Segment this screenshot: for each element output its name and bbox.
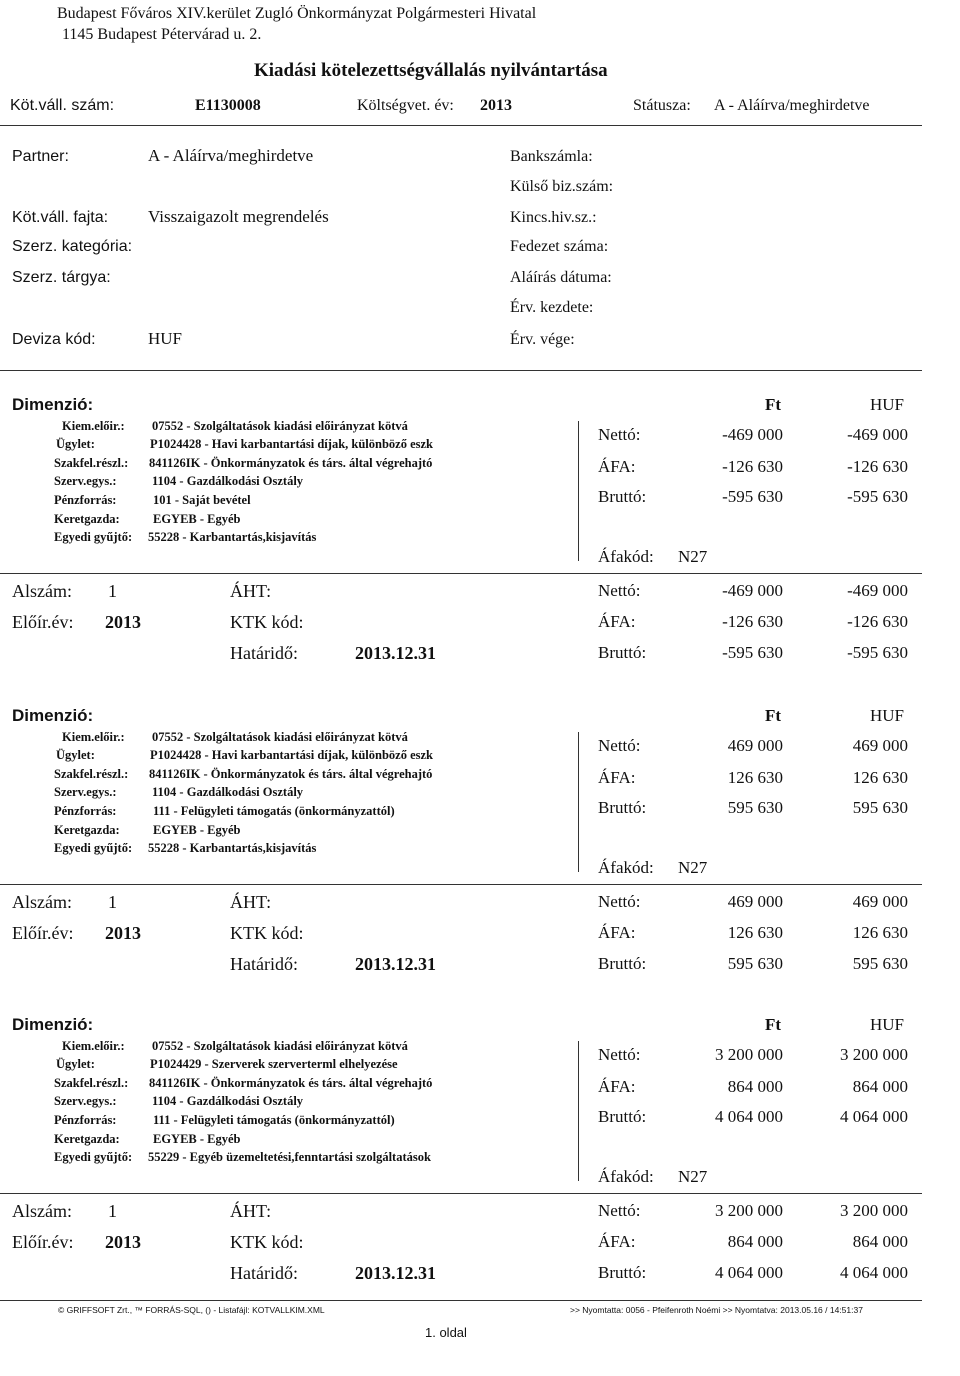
sum-afa-ft: 126 630 bbox=[727, 923, 783, 942]
eloir-label: Előír.év: bbox=[12, 923, 74, 943]
koltsegvet-label: Költségvet. év: bbox=[357, 97, 454, 114]
sum-netto-ft: 469 000 bbox=[727, 892, 783, 911]
sum-brutto-huf: 4 064 000 bbox=[840, 1263, 908, 1282]
keretgazda-value: EGYEB - Egyéb bbox=[153, 512, 241, 526]
afa-huf: 126 630 bbox=[852, 768, 908, 787]
sum-afa-label: ÁFA: bbox=[598, 1232, 636, 1251]
brutto-label: Bruttó: bbox=[598, 1107, 647, 1126]
ktk-label: KTK kód: bbox=[230, 1232, 304, 1252]
netto-ft: 469 000 bbox=[727, 736, 783, 755]
eloir-label: Előír.év: bbox=[12, 612, 74, 632]
penzforras-label: Pénzforrás: bbox=[54, 493, 117, 507]
brutto-ft: -595 630 bbox=[722, 487, 783, 506]
szakfel-value: 841126IK - Önkormányzatok és társ. által végrehajtó bbox=[149, 767, 433, 781]
eloir-value: 2013 bbox=[105, 923, 141, 943]
eloir-label: Előír.év: bbox=[12, 1232, 74, 1252]
hatarido-value: 2013.12.31 bbox=[355, 1263, 436, 1283]
eloir-value: 2013 bbox=[105, 612, 141, 632]
ugylet-value: P1024428 - Havi karbantartási díjak, különböző eszk bbox=[150, 748, 434, 762]
amount-divider bbox=[578, 1041, 579, 1181]
hatarido-value: 2013.12.31 bbox=[355, 954, 436, 974]
afa-ft: -126 630 bbox=[722, 457, 783, 476]
sum-netto-ft: -469 000 bbox=[722, 581, 783, 600]
kiem-value: 07552 - Szolgáltatások kiadási előirányzat kötvá bbox=[152, 1039, 408, 1053]
afa-ft: 126 630 bbox=[727, 768, 783, 787]
ugylet-label: Ügylet: bbox=[56, 748, 95, 762]
szerv-label: Szerv.egys.: bbox=[54, 474, 117, 488]
sum-netto-huf: 3 200 000 bbox=[840, 1201, 908, 1220]
ugylet-label: Ügylet: bbox=[56, 437, 95, 451]
erv-kezdete-label: Érv. kezdete: bbox=[510, 299, 594, 316]
sum-afa-huf: 864 000 bbox=[852, 1232, 908, 1251]
targya-label: Szerz. tárgya: bbox=[12, 269, 111, 286]
szerv-value: 1104 - Gazdálkodási Osztály bbox=[152, 785, 304, 799]
egyedi-value: 55228 - Karbantartás,kisjavítás bbox=[148, 530, 317, 544]
szakfel-value: 841126IK - Önkormányzatok és társ. által végrehajtó bbox=[149, 1076, 433, 1090]
fajta-value: Visszaigazolt megrendelés bbox=[148, 207, 329, 226]
afa-huf: -126 630 bbox=[847, 457, 908, 476]
sum-netto-label: Nettó: bbox=[598, 581, 641, 600]
brutto-ft: 595 630 bbox=[727, 798, 783, 817]
aht-label: ÁHT: bbox=[230, 581, 272, 601]
afa-label: ÁFA: bbox=[598, 1077, 636, 1096]
netto-label: Nettó: bbox=[598, 736, 641, 755]
afa-huf: 864 000 bbox=[852, 1077, 908, 1096]
brutto-huf: 4 064 000 bbox=[840, 1107, 908, 1126]
afa-label: ÁFA: bbox=[598, 768, 636, 787]
afakod-value: N27 bbox=[678, 547, 708, 566]
sum-afa-label: ÁFA: bbox=[598, 612, 636, 631]
header-divider bbox=[0, 125, 922, 126]
keretgazda-label: Keretgazda: bbox=[54, 823, 120, 837]
dimension-block bbox=[0, 395, 960, 675]
sum-brutto-ft: 595 630 bbox=[727, 954, 783, 973]
amount-divider bbox=[578, 421, 579, 561]
sum-brutto-ft: 4 064 000 bbox=[715, 1263, 783, 1282]
sum-netto-huf: -469 000 bbox=[847, 581, 908, 600]
keretgazda-label: Keretgazda: bbox=[54, 512, 120, 526]
block-divider bbox=[0, 1193, 922, 1194]
kiem-label: Kiem.előir.: bbox=[62, 1039, 125, 1053]
egyedi-value: 55228 - Karbantartás,kisjavítás bbox=[148, 841, 317, 855]
szerv-label: Szerv.egys.: bbox=[54, 1094, 117, 1108]
huf-header: HUF bbox=[870, 1015, 905, 1034]
aht-label: ÁHT: bbox=[230, 1201, 272, 1221]
kiem-value: 07552 - Szolgáltatások kiadási előirányzat kötvá bbox=[152, 419, 408, 433]
penzforras-value: 111 - Felügyleti támogatás (önkormányzattól) bbox=[153, 1113, 395, 1127]
sum-brutto-huf: 595 630 bbox=[852, 954, 908, 973]
sum-afa-huf: 126 630 bbox=[852, 923, 908, 942]
brutto-huf: -595 630 bbox=[847, 487, 908, 506]
status-value: A - Aláírva/meghirdetve bbox=[714, 97, 870, 114]
partner-label: Partner: bbox=[12, 148, 69, 165]
org-address: 1145 Budapest Pétervárad u. 2. bbox=[62, 26, 262, 43]
sum-brutto-label: Bruttó: bbox=[598, 643, 647, 662]
org-name: Budapest Főváros XIV.kerület Zugló Önkormányzat Polgármesteri Hivatal bbox=[57, 5, 537, 22]
dimenzio-label: Dimenzió: bbox=[12, 706, 94, 725]
amount-divider bbox=[578, 732, 579, 872]
alszam-label: Alszám: bbox=[12, 892, 72, 912]
netto-label: Nettó: bbox=[598, 425, 641, 444]
sum-netto-huf: 469 000 bbox=[852, 892, 908, 911]
egyedi-label: Egyedi gyűjtő: bbox=[54, 1150, 133, 1164]
ft-header: Ft bbox=[765, 395, 782, 414]
ugylet-label: Ügylet: bbox=[56, 1057, 95, 1071]
kotvall-label: Köt.váll. szám: bbox=[10, 97, 115, 114]
block-divider bbox=[0, 573, 922, 574]
sum-brutto-label: Bruttó: bbox=[598, 954, 647, 973]
bank-label: Bankszámla: bbox=[510, 148, 593, 165]
info-divider bbox=[0, 370, 922, 371]
afakod-label: Áfakód: bbox=[598, 1167, 654, 1186]
eloir-value: 2013 bbox=[105, 1232, 141, 1252]
hatarido-label: Határidő: bbox=[230, 954, 298, 974]
sum-brutto-ft: -595 630 bbox=[722, 643, 783, 662]
szakfel-label: Szakfel.részl.: bbox=[54, 767, 129, 781]
huf-header: HUF bbox=[870, 706, 905, 725]
block-divider bbox=[0, 884, 922, 885]
sum-afa-huf: -126 630 bbox=[847, 612, 908, 631]
kiem-label: Kiem.előir.: bbox=[62, 730, 125, 744]
erv-vege-label: Érv. vége: bbox=[510, 331, 575, 348]
szakfel-label: Szakfel.részl.: bbox=[54, 1076, 129, 1090]
kiem-value: 07552 - Szolgáltatások kiadási előirányzat kötvá bbox=[152, 730, 408, 744]
alszam-value: 1 bbox=[108, 581, 117, 601]
netto-label: Nettó: bbox=[598, 1045, 641, 1064]
doc-title: Kiadási kötelezettségvállalás nyilvántartása bbox=[254, 60, 608, 81]
netto-huf: 3 200 000 bbox=[840, 1045, 908, 1064]
brutto-label: Bruttó: bbox=[598, 798, 647, 817]
keretgazda-label: Keretgazda: bbox=[54, 1132, 120, 1146]
sum-afa-label: ÁFA: bbox=[598, 923, 636, 942]
fajta-label: Köt.váll. fajta: bbox=[12, 209, 109, 226]
brutto-huf: 595 630 bbox=[852, 798, 908, 817]
ft-header: Ft bbox=[765, 1015, 782, 1034]
afakod-label: Áfakód: bbox=[598, 547, 654, 566]
dimenzio-label: Dimenzió: bbox=[12, 1015, 94, 1034]
penzforras-value: 101 - Saját bevétel bbox=[153, 493, 251, 507]
brutto-label: Bruttó: bbox=[598, 487, 647, 506]
netto-ft: 3 200 000 bbox=[715, 1045, 783, 1064]
ktk-label: KTK kód: bbox=[230, 612, 304, 632]
alszam-label: Alszám: bbox=[12, 1201, 72, 1221]
ktk-label: KTK kód: bbox=[230, 923, 304, 943]
szerv-value: 1104 - Gazdálkodási Osztály bbox=[152, 1094, 304, 1108]
koltsegvet-value: 2013 bbox=[480, 97, 512, 114]
hatarido-value: 2013.12.31 bbox=[355, 643, 436, 663]
sum-netto-label: Nettó: bbox=[598, 1201, 641, 1220]
dimension-block bbox=[0, 1015, 960, 1295]
ugylet-value: P1024429 - Szerverek szerverterml elhelyezése bbox=[150, 1057, 398, 1071]
szakfel-label: Szakfel.részl.: bbox=[54, 456, 129, 470]
dimenzio-label: Dimenzió: bbox=[12, 395, 94, 414]
sum-brutto-label: Bruttó: bbox=[598, 1263, 647, 1282]
alszam-value: 1 bbox=[108, 892, 117, 912]
egyedi-label: Egyedi gyűjtő: bbox=[54, 841, 133, 855]
netto-ft: -469 000 bbox=[722, 425, 783, 444]
kotvall-value: E1130008 bbox=[195, 97, 261, 114]
netto-huf: -469 000 bbox=[847, 425, 908, 444]
huf-header: HUF bbox=[870, 395, 905, 414]
szerv-value: 1104 - Gazdálkodási Osztály bbox=[152, 474, 304, 488]
keretgazda-value: EGYEB - Egyéb bbox=[153, 1132, 241, 1146]
afakod-label: Áfakód: bbox=[598, 858, 654, 877]
kulso-label: Külső biz.szám: bbox=[510, 178, 614, 195]
szakfel-value: 841126IK - Önkormányzatok és társ. által végrehajtó bbox=[149, 456, 433, 470]
hatarido-label: Határidő: bbox=[230, 1263, 298, 1283]
afakod-value: N27 bbox=[678, 1167, 708, 1186]
alszam-label: Alszám: bbox=[12, 581, 72, 601]
partner-value: A - Aláírva/meghirdetve bbox=[148, 146, 314, 165]
ugylet-value: P1024428 - Havi karbantartási díjak, különböző eszk bbox=[150, 437, 434, 451]
deviza-label: Deviza kód: bbox=[12, 331, 96, 348]
fedezet-label: Fedezet száma: bbox=[510, 238, 609, 255]
sum-brutto-huf: -595 630 bbox=[847, 643, 908, 662]
sum-netto-ft: 3 200 000 bbox=[715, 1201, 783, 1220]
penzforras-value: 111 - Felügyleti támogatás (önkormányzattól) bbox=[153, 804, 395, 818]
penzforras-label: Pénzforrás: bbox=[54, 804, 117, 818]
footer-print-info: >> Nyomtatta: 0056 - Pfeifenroth Noémi >> Nyomtatva: 2013.05.16 / 14:51:37 bbox=[570, 1305, 863, 1315]
dimension-block bbox=[0, 706, 960, 986]
netto-huf: 469 000 bbox=[852, 736, 908, 755]
penzforras-label: Pénzforrás: bbox=[54, 1113, 117, 1127]
hatarido-label: Határidő: bbox=[230, 643, 298, 663]
footer-divider bbox=[0, 1300, 922, 1301]
kincs-label: Kincs.hiv.sz.: bbox=[510, 209, 597, 226]
sum-afa-ft: 864 000 bbox=[727, 1232, 783, 1251]
afakod-value: N27 bbox=[678, 858, 708, 877]
brutto-ft: 4 064 000 bbox=[715, 1107, 783, 1126]
egyedi-label: Egyedi gyűjtő: bbox=[54, 530, 133, 544]
status-label: Státusza: bbox=[633, 97, 691, 114]
szerv-label: Szerv.egys.: bbox=[54, 785, 117, 799]
kategoria-label: Szerz. kategória: bbox=[12, 238, 133, 255]
alszam-value: 1 bbox=[108, 1201, 117, 1221]
page-number: 1. oldal bbox=[425, 1325, 467, 1340]
alairas-label: Aláírás dátuma: bbox=[510, 269, 612, 286]
sum-afa-ft: -126 630 bbox=[722, 612, 783, 631]
ft-header: Ft bbox=[765, 706, 782, 725]
sum-netto-label: Nettó: bbox=[598, 892, 641, 911]
footer-copyright: © GRIFFSOFT Zrt., ™ FORRÁS-SQL, () - Listafájl: KOTVALLKIM.XML bbox=[58, 1305, 325, 1315]
egyedi-value: 55229 - Egyéb üzemeltetési,fenntartási szolgáltatások bbox=[148, 1150, 431, 1164]
keretgazda-value: EGYEB - Egyéb bbox=[153, 823, 241, 837]
afa-ft: 864 000 bbox=[727, 1077, 783, 1096]
aht-label: ÁHT: bbox=[230, 892, 272, 912]
deviza-value: HUF bbox=[148, 329, 183, 348]
kiem-label: Kiem.előir.: bbox=[62, 419, 125, 433]
afa-label: ÁFA: bbox=[598, 457, 636, 476]
